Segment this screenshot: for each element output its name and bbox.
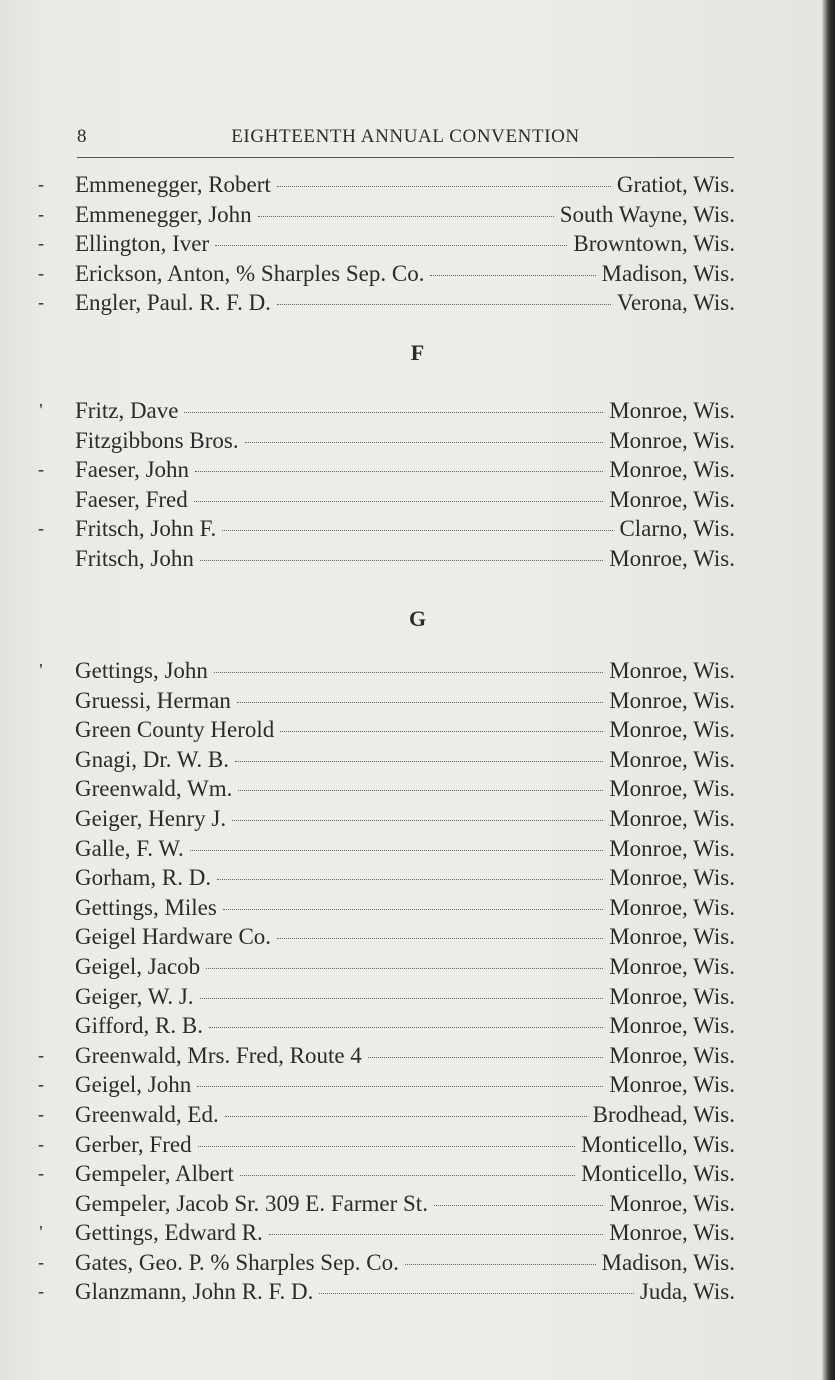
member-place: South Wayne, Wis. (559, 201, 735, 227)
member-name: Greenwald, Ed. (75, 1101, 219, 1127)
member-place: Monroe, Wis. (609, 717, 735, 743)
list-item (38, 1070, 735, 1100)
dot-leader (225, 1116, 587, 1117)
dot-leader (258, 216, 554, 217)
page-header (77, 126, 734, 156)
list-item (75, 1011, 735, 1041)
member-place: Juda, Wis. (639, 1279, 735, 1305)
member-name: Engler, Paul. R. F. D. (75, 290, 271, 316)
section-list (38, 170, 735, 318)
member-name: Geigel, John (75, 1072, 192, 1098)
member-place: Monroe, Wis. (609, 953, 735, 979)
list-item (38, 1130, 735, 1160)
list-item (75, 426, 735, 456)
margin-check-mark: - (38, 203, 44, 224)
margin-check-mark: ' (39, 1222, 43, 1243)
member-name: Gates, Geo. P. % Sharples Sep. Co. (75, 1249, 399, 1275)
member-place: Monroe, Wis. (609, 398, 735, 423)
member-name: Erickson, Anton, % Sharples Sep. Co. (75, 260, 425, 286)
margin-check-mark: ' (39, 400, 43, 420)
margin-check-mark: - (38, 1044, 44, 1065)
dot-leader (405, 1264, 596, 1265)
member-place: Monroe, Wis. (609, 457, 735, 483)
member-name: Greenwald, Wm. (75, 776, 233, 802)
dot-leader (368, 1057, 603, 1058)
list-item (75, 922, 735, 952)
dot-leader (280, 731, 603, 732)
member-place: Monroe, Wis. (609, 687, 735, 713)
member-place: Gratiot, Wis. (616, 172, 735, 197)
member-name: Gettings, Miles (75, 894, 217, 920)
member-name: Gempeler, Albert (75, 1161, 234, 1187)
member-name: Ellington, Iver (75, 231, 210, 257)
member-name: Greenwald, Mrs. Fred, Route 4 (75, 1042, 362, 1068)
list-item (75, 715, 735, 745)
member-place: Monroe, Wis. (609, 486, 735, 512)
list-item (39, 396, 735, 426)
member-place: Monticello, Wis. (581, 1131, 735, 1157)
member-place: Monroe, Wis. (609, 924, 735, 950)
page-title: EIGHTEENTH ANNUAL CONVENTION (231, 126, 580, 147)
member-name: Emmenegger, John (75, 201, 252, 227)
dot-leader (245, 442, 604, 443)
member-place: Monroe, Wis. (609, 1190, 735, 1216)
margin-check-mark: - (38, 1074, 44, 1095)
member-name: Gettings, John (75, 658, 208, 683)
section-list (38, 656, 735, 1307)
list-item (75, 774, 735, 804)
member-name: Faeser, Fred (75, 486, 188, 512)
dot-leader (197, 1086, 603, 1087)
member-place: Monroe, Wis. (609, 983, 735, 1009)
margin-check-mark: - (38, 1163, 44, 1184)
member-place: Monroe, Wis. (609, 1220, 735, 1246)
section-letter-g: G (408, 606, 427, 631)
member-name: Gempeler, Jacob Sr. 309 E. Farmer St. (75, 1190, 428, 1216)
margin-check-mark: - (38, 262, 44, 283)
dot-leader (214, 672, 603, 673)
member-place: Monticello, Wis. (581, 1161, 735, 1187)
member-name: Glanzmann, John R. F. D. (75, 1279, 314, 1305)
list-item (75, 952, 735, 982)
member-place: Madison, Wis. (601, 1249, 735, 1275)
margin-check-mark: - (38, 459, 44, 480)
dot-leader (277, 304, 611, 305)
member-place: Monroe, Wis. (609, 835, 735, 861)
member-place: Monroe, Wis. (609, 805, 735, 831)
dot-leader (215, 245, 567, 246)
header-rule (77, 157, 734, 158)
member-place: Monroe, Wis. (609, 894, 735, 920)
list-item (38, 1159, 735, 1189)
list-item (75, 834, 735, 864)
member-place: Monroe, Wis. (609, 658, 735, 683)
dot-leader (277, 938, 603, 939)
margin-check-mark: - (38, 292, 44, 313)
dot-leader (209, 1027, 603, 1028)
dot-leader (200, 998, 604, 999)
member-name: Geigel, Jacob (75, 953, 201, 979)
list-item (38, 1041, 735, 1071)
list-item (75, 863, 735, 893)
dot-leader (206, 968, 603, 969)
member-name: Gerber, Fred (75, 1131, 192, 1157)
member-name: Geiger, W. J. (75, 983, 194, 1009)
dot-leader (217, 879, 603, 880)
member-name: Gruessi, Herman (75, 687, 231, 713)
member-place: Monroe, Wis. (609, 865, 735, 891)
list-item (75, 544, 735, 574)
member-place: Monroe, Wis. (609, 1072, 735, 1098)
member-place: Monroe, Wis. (609, 746, 735, 772)
dot-leader (232, 820, 603, 821)
member-place: Clarno, Wis. (619, 516, 735, 542)
dot-leader (223, 909, 603, 910)
margin-check-mark: - (38, 518, 44, 539)
list-item (75, 686, 735, 716)
dot-leader (194, 501, 603, 502)
member-name: Fritz, Dave (75, 398, 179, 423)
member-name: Green County Herold (75, 717, 275, 743)
member-name: Fitzgibbons Bros. (75, 427, 239, 453)
dot-leader (237, 702, 603, 703)
margin-check-mark: ' (39, 660, 43, 680)
member-name: Geiger, Henry J. (75, 805, 227, 831)
list-item (39, 1218, 735, 1248)
list-item (38, 259, 735, 289)
member-place: Verona, Wis. (616, 290, 735, 316)
margin-check-mark: - (38, 1103, 44, 1124)
member-place: Madison, Wis. (601, 260, 735, 286)
list-item (38, 200, 735, 230)
member-name: Galle, F. W. (75, 835, 184, 861)
member-place: Monroe, Wis. (609, 1013, 735, 1039)
list-item (39, 656, 735, 686)
margin-check-mark: - (38, 233, 44, 254)
dot-leader (238, 790, 603, 791)
dot-leader (200, 560, 603, 561)
dot-leader (434, 1205, 603, 1206)
member-name: Fritsch, John F. (75, 516, 217, 542)
member-name: Gorham, R. D. (75, 865, 212, 891)
list-item (38, 288, 735, 318)
member-name: Gifford, R. B. (75, 1013, 203, 1039)
member-place: Brodhead, Wis. (592, 1101, 735, 1127)
list-item (75, 485, 735, 515)
margin-check-mark: - (38, 174, 44, 194)
list-item (38, 170, 735, 200)
dot-leader (319, 1293, 634, 1294)
page-edge-shadow (822, 0, 835, 1380)
member-name: Gettings, Edward R. (75, 1220, 263, 1246)
page-number: 8 (77, 126, 88, 147)
dot-leader (198, 1146, 576, 1147)
list-item (38, 229, 735, 259)
section-list (38, 396, 735, 574)
list-item (75, 745, 735, 775)
list-item (75, 893, 735, 923)
dot-leader (240, 1175, 575, 1176)
dot-leader (184, 412, 603, 413)
member-place: Monroe, Wis. (609, 776, 735, 802)
dot-leader (235, 761, 603, 762)
list-item (75, 1189, 735, 1219)
margin-check-mark: - (38, 1281, 44, 1302)
member-place: Monroe, Wis. (609, 427, 735, 453)
member-name: Emmenegger, Robert (75, 172, 271, 197)
list-item (38, 1248, 735, 1278)
section-letter-f: F (410, 340, 425, 365)
dot-leader (190, 850, 604, 851)
dot-leader (430, 275, 595, 276)
list-item (38, 455, 735, 485)
list-item (38, 1100, 735, 1130)
member-name: Geigel Hardware Co. (75, 924, 272, 950)
list-item (38, 1277, 735, 1307)
member-name: Faeser, John (75, 457, 190, 483)
list-item (38, 514, 735, 544)
member-place: Browntown, Wis. (573, 231, 735, 257)
member-name: Gnagi, Dr. W. B. (75, 746, 229, 772)
dot-leader (277, 186, 611, 187)
margin-check-mark: - (38, 1133, 44, 1154)
dot-leader (195, 471, 603, 472)
member-place: Monroe, Wis. (609, 545, 735, 571)
dot-leader (222, 530, 613, 531)
list-item (75, 804, 735, 834)
member-place: Monroe, Wis. (609, 1042, 735, 1068)
list-item (75, 982, 735, 1012)
member-name: Fritsch, John (75, 545, 194, 571)
dot-leader (269, 1234, 603, 1235)
margin-check-mark: - (38, 1251, 44, 1272)
